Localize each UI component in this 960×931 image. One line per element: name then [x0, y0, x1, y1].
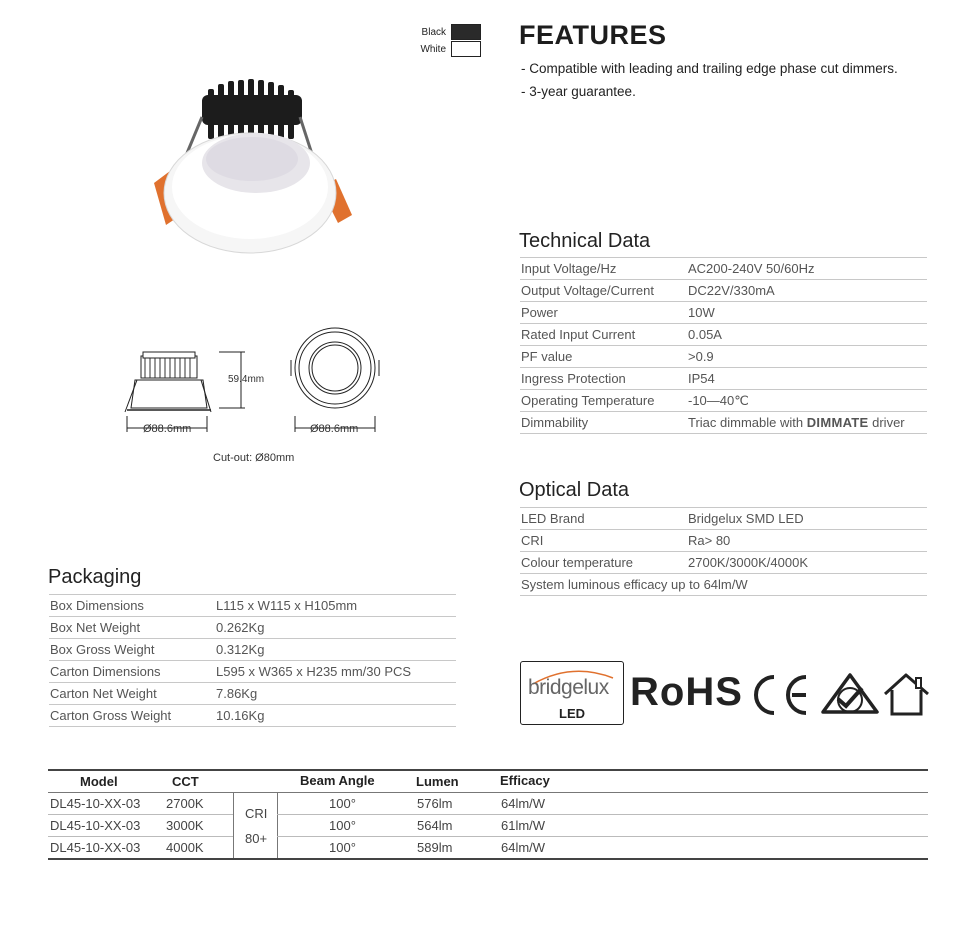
header-efficacy: Efficacy [500, 773, 550, 788]
row-2-model: DL45-10-XX-03 [50, 818, 141, 833]
packaging-value: 10.16Kg [215, 705, 456, 727]
row-2-cct: 3000K [166, 818, 204, 833]
table-row [49, 661, 456, 683]
row-divider [48, 814, 233, 815]
indoor-use-icon [882, 672, 932, 718]
dimension-height: 59.4mm [228, 374, 265, 385]
tech-label: Power [520, 302, 687, 324]
cri-left-border [233, 792, 234, 858]
table-row [520, 280, 927, 302]
table-row [520, 258, 927, 280]
packaging-label: Carton Dimensions [49, 661, 215, 683]
bridgelux-logo [520, 661, 624, 725]
tech-value: 10W [687, 302, 927, 324]
bridgelux-led-label: LED [559, 706, 585, 721]
table-row [49, 705, 456, 727]
packaging-label: Carton Gross Weight [49, 705, 215, 727]
row-2-beam: 100° [329, 818, 356, 833]
packaging-title: Packaging [48, 566, 142, 588]
feature-item-2: - 3-year guarantee. [521, 84, 636, 99]
packaging-value: 0.262Kg [215, 617, 456, 639]
table-row [520, 552, 927, 574]
packaging-value: 0.312Kg [215, 639, 456, 661]
packaging-table [49, 594, 456, 727]
optical-value: Ra> 80 [687, 530, 927, 552]
dimension-diameter-top: Ø88.6mm [310, 423, 359, 435]
optical-data-title: Optical Data [519, 479, 630, 501]
cri-value: 80+ [245, 831, 268, 846]
tech-label: Dimmability [520, 412, 687, 434]
row-2-efficacy: 61lm/W [501, 818, 546, 833]
table-row [49, 683, 456, 705]
row-3-cct: 4000K [166, 840, 204, 855]
colour-swatch-white [451, 41, 481, 57]
tech-label: Rated Input Current [520, 324, 687, 346]
features-title: FEATURES [519, 20, 667, 50]
table-row [520, 346, 927, 368]
row-divider [277, 814, 928, 815]
row-2-lumen: 564lm [417, 818, 453, 833]
header-divider [48, 792, 928, 793]
rcm-mark-icon [820, 672, 880, 716]
row-1-model: DL45-10-XX-03 [50, 796, 141, 811]
header-lumen: Lumen [416, 774, 459, 789]
dimension-diameter-side: Ø88.6mm [143, 423, 192, 435]
table-row [520, 412, 927, 434]
header-model: Model [80, 774, 118, 789]
tech-value: 0.05A [687, 324, 927, 346]
optical-label: CRI [520, 530, 687, 552]
row-divider [48, 836, 233, 837]
packaging-label: Carton Net Weight [49, 683, 215, 705]
optical-label: LED Brand [520, 508, 687, 530]
header-cct: CCT [172, 774, 199, 789]
packaging-value: L115 x W115 x H105mm [215, 595, 456, 617]
tech-value: -10—40℃ [687, 390, 927, 412]
rohs-logo: RoHS [630, 670, 743, 714]
table-top-border [48, 769, 928, 771]
row-3-beam: 100° [329, 840, 356, 855]
colour-label-black: Black [421, 27, 446, 38]
row-3-efficacy: 64lm/W [501, 840, 546, 855]
cri-label: CRI [245, 806, 268, 821]
table-row [520, 368, 927, 390]
technical-data-table [520, 257, 927, 434]
row-1-beam: 100° [329, 796, 356, 811]
optical-label: System luminous efficacy up to 64lm/W [520, 574, 927, 596]
tech-value: AC200-240V 50/60Hz [687, 258, 927, 280]
table-bottom-border [48, 858, 928, 860]
row-3-model: DL45-10-XX-03 [50, 840, 141, 855]
row-1-lumen: 576lm [417, 796, 453, 811]
cri-right-border [277, 792, 278, 858]
table-row [520, 324, 927, 346]
row-divider [277, 836, 928, 837]
colour-swatch-black [451, 24, 481, 40]
ce-mark-icon [752, 673, 812, 717]
table-row [520, 574, 927, 596]
dimmability-text: Triac dimmable with [688, 415, 807, 430]
optical-value: 2700K/3000K/4000K [687, 552, 927, 574]
header-beam-angle: Beam Angle [300, 773, 375, 788]
row-3-lumen: 589lm [417, 840, 453, 855]
tech-label: Ingress Protection [520, 368, 687, 390]
table-row [520, 508, 927, 530]
packaging-label: Box Gross Weight [49, 639, 215, 661]
table-row [49, 595, 456, 617]
optical-data-table [520, 507, 927, 596]
row-1-cct: 2700K [166, 796, 204, 811]
tech-label: Input Voltage/Hz [520, 258, 687, 280]
packaging-label: Box Net Weight [49, 617, 215, 639]
feature-item-1: - Compatible with leading and trailing edge phase cut dimmers. [521, 61, 898, 76]
colour-label-white: White [420, 44, 446, 55]
row-1-efficacy: 64lm/W [501, 796, 546, 811]
technical-data-title: Technical Data [519, 230, 651, 252]
dimmate-brand: DIMMATE [806, 415, 869, 430]
tech-label: Output Voltage/Current [520, 280, 687, 302]
model-table [48, 769, 928, 861]
optical-label: Colour temperature [520, 552, 687, 574]
optical-value: Bridgelux SMD LED [687, 508, 927, 530]
table-row [520, 302, 927, 324]
tech-label: Operating Temperature [520, 390, 687, 412]
packaging-value: L595 x W365 x H235 mm/30 PCS [215, 661, 456, 683]
table-row [520, 530, 927, 552]
tech-label: PF value [520, 346, 687, 368]
table-row [520, 390, 927, 412]
tech-value: IP54 [687, 368, 927, 390]
packaging-value: 7.86Kg [215, 683, 456, 705]
table-row [49, 639, 456, 661]
tech-value: >0.9 [687, 346, 927, 368]
table-row [49, 617, 456, 639]
tech-value: DC22V/330mA [687, 280, 927, 302]
tech-value [687, 412, 927, 434]
bridgelux-wordmark: bridgelux [528, 676, 609, 699]
dimension-cutout: Cut-out: Ø80mm [213, 452, 295, 464]
dimmability-suffix: driver [868, 415, 905, 430]
product-photo [140, 75, 360, 260]
packaging-label: Box Dimensions [49, 595, 215, 617]
